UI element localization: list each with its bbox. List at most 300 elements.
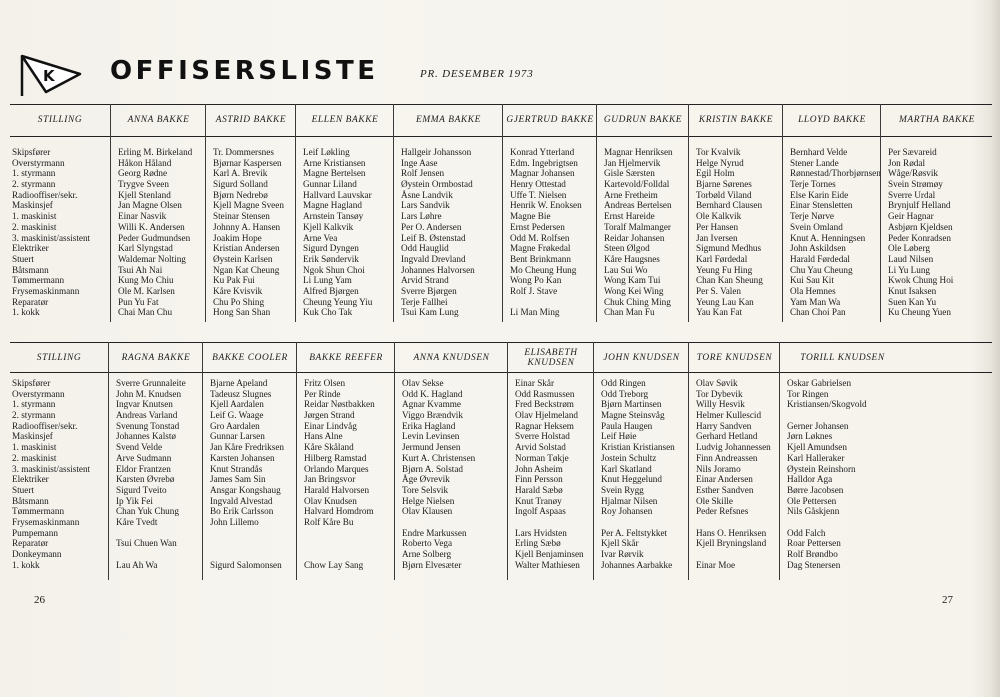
crew-name: Suen Kan Yu [888,296,937,307]
crew-name: Terje Nørve [790,211,834,222]
crew-name: Jørn Løknes [787,431,833,442]
rank-label: Frysemaskinmann [12,285,80,296]
crew-name: Leif Løkling [303,147,350,157]
crew-name: Reidar Johansen [604,232,665,243]
crew-name: Knut Tranøy [515,495,562,506]
column-heading: ELLEN BAKKE [311,115,379,125]
crew-name: Jørgen Strand [304,410,355,421]
crew-name: Ole Skille [696,495,734,506]
crew-name: Inge Aase [401,157,438,168]
crew-name [304,538,395,549]
crew-name: Kåre Skåland [304,442,354,453]
column-tore-knudsen [688,342,780,580]
crew-name: Esther Sandven [696,484,754,495]
crew-list [689,147,783,318]
crew-name: Jostein Schultz [601,452,657,463]
crew-name: Ingvar Knutsen [116,399,173,410]
crew-name: Leif Høie [601,431,637,442]
crew-name: Knut Heggelund [601,474,662,485]
crew-name: Bjørn Elvesæter [402,559,462,570]
crew-name: Lars Sandvik [401,200,450,211]
crew-name: Egil Holm [696,168,735,179]
crew-name: Asbjørn Kjeldsen [888,221,953,232]
crew-name: Hans Alne [304,431,343,442]
crew-name: Tore Selsvik [402,484,449,495]
rank-label: 1. kokk [12,559,40,570]
crew-name: Trygve Sveen [118,179,169,190]
crew-name: Jermund Jensen [402,442,461,453]
column-bakke-reefer [296,342,395,580]
crew-name: Karsten Øvrebø [116,474,175,485]
crew-name: Erling Sæbø [515,538,561,549]
rank-label: Reparatør [12,296,49,307]
crew-name: Andreas Varland [116,410,178,421]
crew-name: Arnstein Tansøy [303,211,364,222]
crew-name: Bernhard Clausen [696,200,763,211]
crew-name: Einar Lindvåg [304,420,357,431]
crew-name: Svein Omland [790,221,843,232]
crew-name: Fred Beckstrøm [515,399,574,410]
crew-name: Arne Kristiansen [303,157,366,168]
rank-list [10,378,108,570]
crew-name: Ole M. Karlsen [118,285,175,296]
crew-name: Odd K. Hagland [402,388,463,399]
crew-name: Chuk Ching Ming [604,296,671,307]
rank-label: Frysemaskinmann [12,516,80,527]
crew-list [508,378,594,570]
crew-name: Levin Levinsen [402,431,460,442]
crew-name: Harald Førdedal [790,253,850,264]
crew-name: Hilberg Ramstad [304,452,367,463]
crew-name: Olav Sekse [402,378,444,388]
crew-name: Fritz Olsen [304,378,346,388]
crew-name: Halldor Aga [787,474,833,485]
company-flag-logo [18,48,88,98]
crew-name: Jan Hjelmervik [604,157,661,168]
crew-name: Peder Konradsen [888,232,952,243]
crew-name: Bernhard Velde [790,147,848,157]
crew-list [597,147,689,318]
crew-name [601,517,689,528]
crew-name: Sigmund Medhus [696,243,762,254]
crew-name: Magnar Johansen [510,168,575,179]
crew-name: Roy Johansen [601,506,653,517]
crew-name: Einar Stensletten [790,200,853,211]
crew-name: Karl Halleraker [787,452,845,463]
crew-list [395,378,508,570]
crew-name: Magne Hagland [303,200,362,211]
crew-name: Joakim Hope [213,232,262,243]
crew-list [297,378,395,570]
crew-name: Helge Nyrud [696,157,744,168]
rank-label: 2. styrmann [12,179,56,190]
crew-name: Torbøld Viland [696,189,752,200]
crew-name: Leif G. Waage [210,410,264,421]
crew-name [402,517,508,528]
column-heading: LLOYD BAKKE [798,115,866,125]
column-stilling [10,104,110,322]
crew-name: Toralf Malmanger [604,221,671,232]
crew-name: Tor Dybevik [696,388,743,399]
crew-name: Li Lung Yam [303,275,352,286]
column-heading: RAGNA BAKKE [121,353,191,363]
crew-name: Karl Slyngstad [118,243,173,254]
crew-name: Jan Magne Olsen [118,200,182,211]
crew-name: Bjarne Sørenes [696,179,752,190]
crew-name: Ole Pettersen [787,495,837,506]
crew-name: Tsui Kam Lung [401,307,459,318]
crew-name: Bjørnar Kaspersen [213,157,282,168]
crew-name: Sigurd Dyngen [303,243,359,254]
crew-name: Rolf Brøndbo [787,549,838,559]
crew-name: Walter Mathiesen [515,559,580,570]
rank-label: 1. styrmann [12,168,56,179]
crew-name: Bent Brinkmann [510,253,571,264]
rank-label: Maskinsjef [12,431,53,442]
crew-name: Arne Vea [303,232,338,243]
column-anna-bakke [110,104,206,322]
column-heading: ANNA KNUDSEN [413,353,490,363]
crew-name: Gerhard Hetland [696,431,758,442]
crew-name: Kåre Tvedt [116,516,158,527]
crew-name: Waldemar Nolting [118,253,186,264]
crew-name: Sverre Urdal [888,189,936,200]
crew-name: Kurt A. Christensen [402,452,476,463]
crew-name: Ingvald Drevland [401,253,466,264]
crew-name: Øystein Reinshorn [787,463,856,474]
rank-label: 1. styrmann [12,399,56,410]
crew-name: Jon Rødal [888,157,926,168]
crew-name: Ku Pak Fui [213,275,255,286]
crew-name: Bjarne Apeland [210,378,268,388]
crew-name: Ola Hemnes [790,285,836,296]
crew-name: Johannes Halvorsen [401,264,475,275]
crew-name: Ole Løberg [888,243,930,254]
crew-name: Finn Andreassen [696,452,758,463]
crew-name: Ansgar Kongshaug [210,484,281,495]
crew-name: Gro Aardalen [210,420,260,431]
crew-name: Kristian Kristiansen [601,442,675,453]
rank-label: Elektriker [12,243,49,254]
rank-label: Tømmermann [12,275,65,286]
column-heading: JOHN KNUDSEN [603,353,680,363]
crew-name: Gunnar Larsen [210,431,265,442]
crew-name: Lau Sui Wo [604,264,648,275]
crew-name: Karsten Johansen [210,452,275,463]
crew-name: John Askildsen [790,243,846,254]
crew-name: Einar Skår [515,378,555,388]
crew-name: Willy Hesvik [696,399,745,410]
rank-label: Båtsmann [12,495,49,506]
crew-name: Kjell Skår [601,538,639,549]
crew-name: Kwok Chung Hoi [888,275,954,286]
column-heading: BAKKE REEFER [309,353,383,363]
rank-label: 1. maskinist [12,442,57,453]
crew-name: Chu Po Shing [213,296,265,307]
crew-name: Henrik W. Enoksen [510,200,582,211]
crew-name: Rolf J. Stave [510,285,558,296]
rank-label: 3. maskinist/assistent [12,463,91,474]
rank-label: Pumpemann [12,527,58,538]
crew-name: Børre Jacobsen [787,484,844,495]
crew-name: Karl Førdedal [696,253,748,264]
crew-name [515,517,594,528]
crew-name: Ragnar Heksem [515,420,574,431]
column-bakke-cooler [202,342,297,580]
crew-name: Bo Erik Carlsson [210,506,274,517]
crew-name: Chai Man Chu [118,307,173,318]
rank-label: Tømmermann [12,506,65,517]
page-number-right: 27 [942,594,953,606]
crew-name: Wong Po Kan [510,275,562,286]
crew-name: Kui Sau Kit [790,275,834,286]
rank-label: 2. styrmann [12,410,56,421]
column-gudrun-bakke [596,104,689,322]
crew-name [510,297,597,308]
crew-name: Wåge/Røsvik [888,168,939,179]
crew-name: Rolf Jensen [401,168,445,179]
column-heading: BAKKE COOLER [212,353,288,363]
crew-name: Hallvard Lauvskar [303,189,372,200]
crew-name: Ngan Kat Cheung [213,264,280,275]
rank-label: 3. maskinist/assistent [12,232,91,243]
crew-name: Johnny A. Hansen [213,221,281,232]
rank-label: Elektriker [12,474,49,485]
column-martha-bakke [880,104,993,322]
crew-name: Kjell Benjaminsen [515,549,584,559]
crew-name: Johannes Kalstø [116,431,176,442]
crew-name: Kjell Aardalen [210,399,264,410]
crew-name: John Asheim [515,463,563,474]
crew-name: Olav Knudsen [304,495,357,506]
crew-name: Stener Lande [790,157,839,168]
crew-name: Knut A. Henningsen [790,232,866,243]
crew-name: Svend Velde [116,442,163,453]
crew-name: Agnar Kvamme [402,399,461,410]
crew-name: Steinar Stensen [213,211,270,222]
crew-name: Rønnestad/Thorbjørnsen [790,168,881,179]
crew-name: Uffe T. Nielsen [510,189,567,200]
crew-list [689,378,780,570]
crew-name: Konrad Ytterland [510,147,575,157]
crew-name: Helmer Kullescid [696,410,762,421]
crew-name: Hans O. Henriksen [696,527,767,538]
crew-name: Sverre Holstad [515,431,570,442]
crew-name [696,517,780,528]
crew-name: Odd Rasmussen [515,388,575,399]
crew-name: Gerner Johansen [787,420,849,431]
crew-name: Ip Yik Fei [116,495,153,506]
crew-name: Per A. Feltstykket [601,527,668,538]
crew-name [787,410,905,421]
crew-name: Chan Choi Pan [790,307,846,318]
crew-name: Wong Kam Tui [604,275,661,286]
crew-name: Terje Tornes [790,179,836,190]
officer-table-top [10,104,992,322]
crew-name: Gisle Særsten [604,168,655,179]
crew-name: Ivar Rørvik [601,549,644,559]
crew-name: Kristian Andersen [213,243,280,254]
crew-name: Chu Yau Cheung [790,264,853,275]
crew-name: Chan Kan Sheung [696,275,763,286]
logo-letter: K [43,67,55,85]
crew-name: Lars Hvidsten [515,527,567,538]
rank-label: 1. maskinist [12,211,57,222]
crew-name: Bjørn Nedrebø [213,189,268,200]
crew-name: Harald Halvorsen [304,484,370,495]
crew-name: Rolf Kåre Bu [304,516,354,527]
crew-name: Tadeusz Slugnes [210,388,272,399]
crew-name: Kjell Bryningsland [696,538,767,549]
column-heading: ASTRID BAKKE [215,115,287,125]
crew-name: Tsui Chuen Wan [116,538,177,549]
column-heading: ELISABETH KNUDSEN [524,348,578,368]
crew-name: Nils Gåskjenn [787,506,840,517]
crew-list [503,147,597,318]
crew-name: Cheung Yeung Yiu [303,296,373,307]
crew-name: Odd Treborg [601,388,649,399]
rank-label: Stuert [12,253,34,264]
page-number-left: 26 [34,594,45,606]
crew-name: Hjalmar Nilsen [601,495,658,506]
column-john-knudsen [593,342,689,580]
crew-name: Roar Pettersen [787,538,841,549]
crew-name: Karl Skatland [601,463,652,474]
crew-name: Ku Cheung Yuen [888,307,951,318]
rank-label: Overstyrmann [12,157,65,168]
crew-name: Odd Falch [787,527,826,538]
crew-name: Sverre Grunnaleite [116,378,186,388]
crew-name: Per S. Valen [696,285,741,296]
crew-name: Harald Sæbø [515,484,563,495]
column-astrid-bakke [205,104,296,322]
crew-name: Håkon Håland [118,157,172,168]
rank-label: Reparatør [12,538,49,549]
crew-name: James Sam Sin [210,474,266,485]
crew-name: Chan Man Fu [604,307,655,318]
rank-label: Skipsfører [12,378,51,388]
crew-name: Magne Frøkedal [510,243,571,254]
crew-name: Åge Øvrevik [402,474,450,485]
rank-label: Skipsfører [12,147,51,157]
crew-name: Yau Kan Fat [696,307,743,318]
crew-list [296,147,394,318]
crew-name: Arvid Solstad [515,442,566,453]
rank-label: Båtsmann [12,264,49,275]
crew-name: Endre Markussen [402,527,467,538]
crew-name: Viggo Brændvik [402,410,463,421]
crew-name: Oskar Gabrielsen [787,378,852,388]
crew-name: Sigurd Tveito [116,484,167,495]
document-header [18,48,578,100]
crew-name: Ole Kalkvik [696,211,742,222]
crew-name: Chan Yuk Chung [116,506,179,517]
crew-name: Einar Nasvik [118,211,167,222]
column-anna-knudsen [394,342,508,580]
rank-label: 2. maskinist [12,221,57,232]
crew-name: Jan Kåre Fredriksen [210,442,284,453]
crew-name: Per Sævareid [888,147,937,157]
rank-label: Radiooffiser/sekr. [12,189,78,200]
crew-name: Li Yu Lung [888,264,931,275]
crew-name: Einar Moe [696,559,736,570]
crew-name: Kåre Haugsnes [604,253,660,264]
rank-label: Maskinsjef [12,200,53,211]
page-title: OFFISERSLISTE [110,56,379,86]
crew-name: Odd Hauglid [401,243,449,254]
crew-name: Finn Persson [515,474,563,485]
crew-name: Ngok Shun Choi [303,264,365,275]
crew-name: Kjell Magne Sveen [213,200,284,211]
crew-name: Magnar Henriksen [604,147,673,157]
crew-name [696,549,780,560]
crew-name: Per Hansen [696,221,739,232]
column-torill-knudsen [779,342,905,580]
crew-name: Brynjulf Helland [888,200,951,211]
crew-name: Wong Kei Wing [604,285,664,296]
crew-name: Leif B. Østenstad [401,232,466,243]
crew-name: Odd Ringen [601,378,646,388]
crew-name [304,528,395,539]
crew-name: Alfred Bjørgen [303,285,359,296]
crew-list [111,147,206,318]
crew-name: Pun Yu Fat [118,296,159,307]
crew-name [210,549,297,560]
crew-name: Erik Søndervik [303,253,359,264]
crew-name: Peder Gudmundsen [118,232,191,243]
crew-name: Mo Cheung Hung [510,264,577,275]
crew-name: Norman Tøkje [515,452,569,463]
column-ellen-bakke [295,104,394,322]
crew-name: Åsne Landvik [401,189,453,200]
crew-name: Gunnar Liland [303,179,357,190]
crew-name [787,517,905,528]
crew-name: Nils Joramo [696,463,741,474]
crew-name: Hallgeir Johansson [401,147,472,157]
crew-name: Reidar Nøstbakken [304,399,375,410]
crew-name [210,538,297,549]
column-heading: TORILL KNUDSEN [800,353,885,363]
crew-name: Arne Solberg [402,549,452,559]
column-stilling [10,342,108,580]
crew-name: Sigurd Solland [213,179,268,190]
column-emma-bakke [393,104,503,322]
crew-name: Jan Iversen [696,232,738,243]
crew-list [394,147,503,318]
crew-name: Knut Strandås [210,463,263,474]
crew-name: Terje Fallhei [401,296,448,307]
crew-name [116,549,203,560]
crew-name: Yam Man Wa [790,296,841,307]
crew-name: Kåre Kvisvik [213,285,263,296]
crew-name: John Lillemo [210,516,259,527]
rank-label: Radiooffiser/sekr. [12,420,78,431]
crew-name: Kung Mo Chiu [118,275,174,286]
column-heading: GUDRUN BAKKE [603,115,683,125]
page-subtitle: PR. DESEMBER 1973 [420,68,534,80]
column-kristin-bakke [688,104,783,322]
column-ragna-bakke [108,342,203,580]
crew-name: Halvard Homdrom [304,506,374,517]
crew-name: Chow Lay Sang [304,559,364,570]
crew-name [210,528,297,539]
crew-name: Olav Klausen [402,506,453,517]
column-elisabeth-knudsen [507,342,594,580]
crew-name: Knut Isaksen [888,285,937,296]
crew-name: Magne Bertelsen [303,168,366,179]
crew-name: Yeung Fu Hing [696,264,753,275]
crew-name: Georg Rødne [118,168,168,179]
